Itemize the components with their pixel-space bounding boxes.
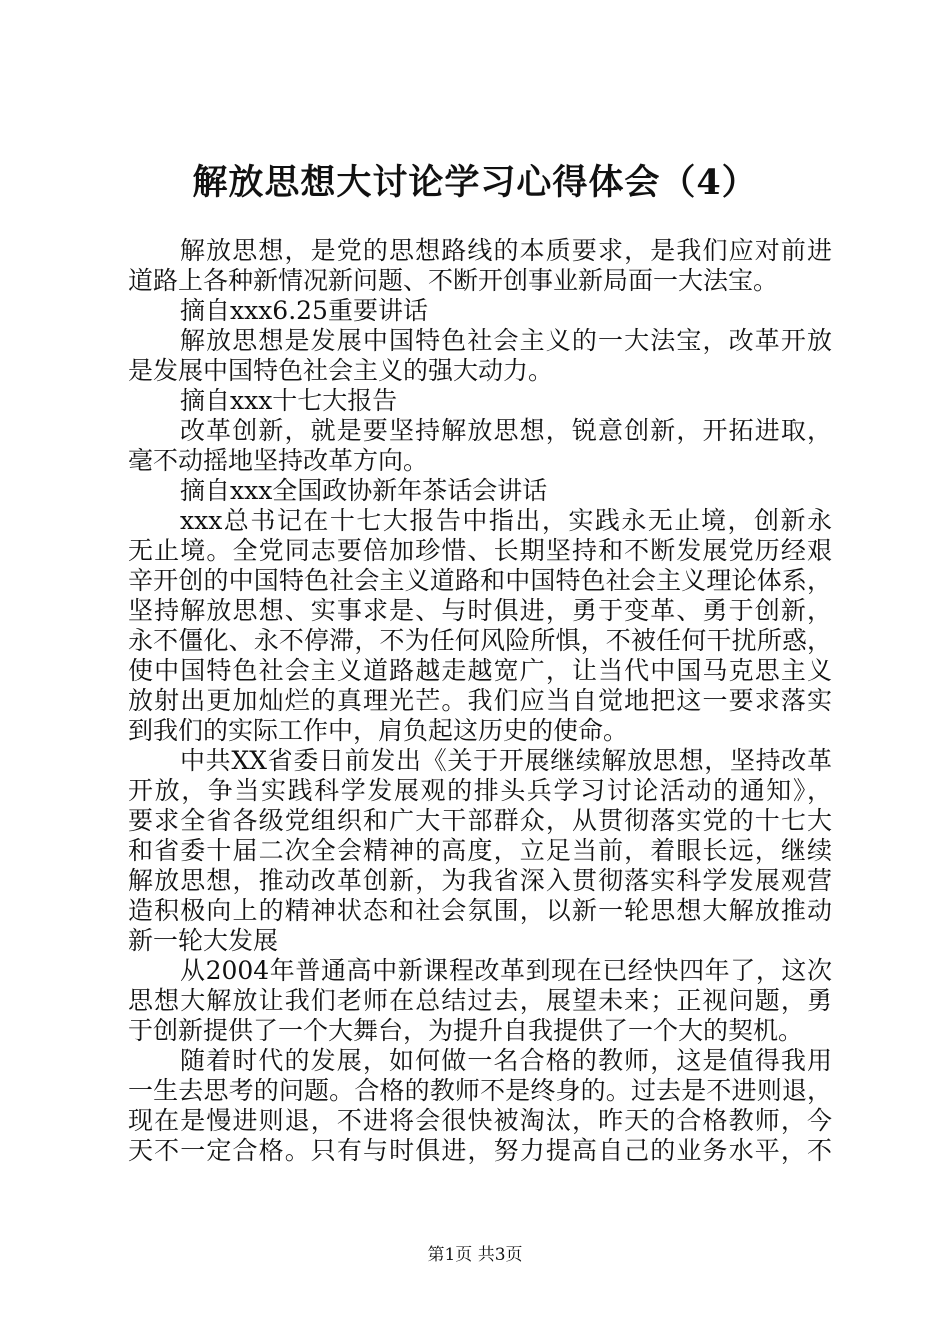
- paragraph: [128, 1046, 832, 1166]
- text-line: 中共XX省委日前发出《关于开展继续解放思想，坚持改革: [180, 746, 832, 775]
- text-line: 要求全省各级党组织和广大干部群众，从贯彻落实党的十七大: [128, 806, 832, 835]
- text-line: 开放，争当实践科学发展观的排头兵学习讨论活动的通知》，: [128, 776, 832, 805]
- text-line: 摘自xxx全国政协新年茶话会讲话: [180, 476, 548, 505]
- paragraph: [128, 476, 832, 506]
- text-line: 摘自xxx十七大报告: [180, 386, 398, 415]
- page-number: 第1页 共3页: [427, 1245, 523, 1265]
- text-line: 随着时代的发展，如何做一名合格的教师，这是值得我用: [180, 1046, 832, 1075]
- text-line: 摘自xxx6.25重要讲话: [180, 296, 428, 325]
- text-line: 永不僵化、永不停滞，不为任何风险所惧，不被任何干扰所惑，: [128, 626, 832, 655]
- text-line: 思想大解放让我们老师在总结过去，展望未来；正视问题，勇: [128, 986, 832, 1015]
- text-line: 一生去思考的问题。合格的教师不是终身的。过去是不进则退，: [128, 1076, 832, 1105]
- page-title: 解放思想大讨论学习心得体会（4）: [192, 162, 758, 203]
- paragraph: [128, 746, 832, 956]
- text-line: 于创新提供了一个大舞台，为提升自我提供了一个大的契机。: [128, 1016, 804, 1045]
- text-line: xxx总书记在十七大报告中指出，实践永无止境，创新永: [180, 506, 832, 535]
- paragraph: [128, 296, 832, 326]
- text-line: 无止境。全党同志要倍加珍惜、长期坚持和不断发展党历经艰: [128, 536, 832, 565]
- paragraph: [128, 326, 832, 386]
- text-line: 道路上各种新情况新问题、不断开创事业新局面一大法宝。: [128, 266, 779, 295]
- text-line: 和省委十届二次全会精神的高度，立足当前，着眼长远，继续: [128, 836, 832, 865]
- paragraph: [128, 386, 832, 416]
- text-line: 毫不动摇地坚持改革方向。: [128, 446, 429, 475]
- paragraph: [128, 506, 832, 746]
- text-line: 使中国特色社会主义道路越走越宽广，让当代中国马克思主义: [128, 656, 832, 685]
- text-line: 改革创新，就是要坚持解放思想，锐意创新，开拓进取，: [180, 416, 832, 445]
- text-line: 解放思想是发展中国特色社会主义的一大法宝，改革开放: [180, 326, 832, 355]
- text-line: 解放思想，是党的思想路线的本质要求，是我们应对前进: [180, 236, 832, 265]
- text-line: 造积极向上的精神状态和社会氛围，以新一轮思想大解放推动: [128, 896, 832, 925]
- text-line: 从2004年普通高中新课程改革到现在已经快四年了，这次: [180, 956, 832, 985]
- paragraph: [128, 236, 832, 296]
- text-line: 现在是慢进则退，不进将会很快被淘汰，昨天的合格教师，今: [128, 1106, 832, 1135]
- text-line: 放射出更加灿烂的真理光芒。我们应当自觉地把这一要求落实: [128, 686, 832, 715]
- text-line: 辛开创的中国特色社会主义道路和中国特色社会主义理论体系，: [128, 566, 832, 595]
- text-line: 到我们的实际工作中，肩负起这历史的使命。: [128, 716, 629, 745]
- text-line: 新一轮大发展: [128, 926, 279, 955]
- text-line: 是发展中国特色社会主义的强大动力。: [128, 356, 554, 385]
- text-line: 天不一定合格。只有与时俱进，努力提高自己的业务水平，不: [128, 1136, 832, 1165]
- paragraph: [128, 416, 832, 476]
- text-line: 坚持解放思想、实事求是、与时俱进，勇于变革、勇于创新，: [128, 596, 832, 625]
- document-body: [128, 236, 832, 1166]
- text-line: 解放思想，推动改革创新，为我省深入贯彻落实科学发展观营: [128, 866, 832, 895]
- paragraph: [128, 956, 832, 1046]
